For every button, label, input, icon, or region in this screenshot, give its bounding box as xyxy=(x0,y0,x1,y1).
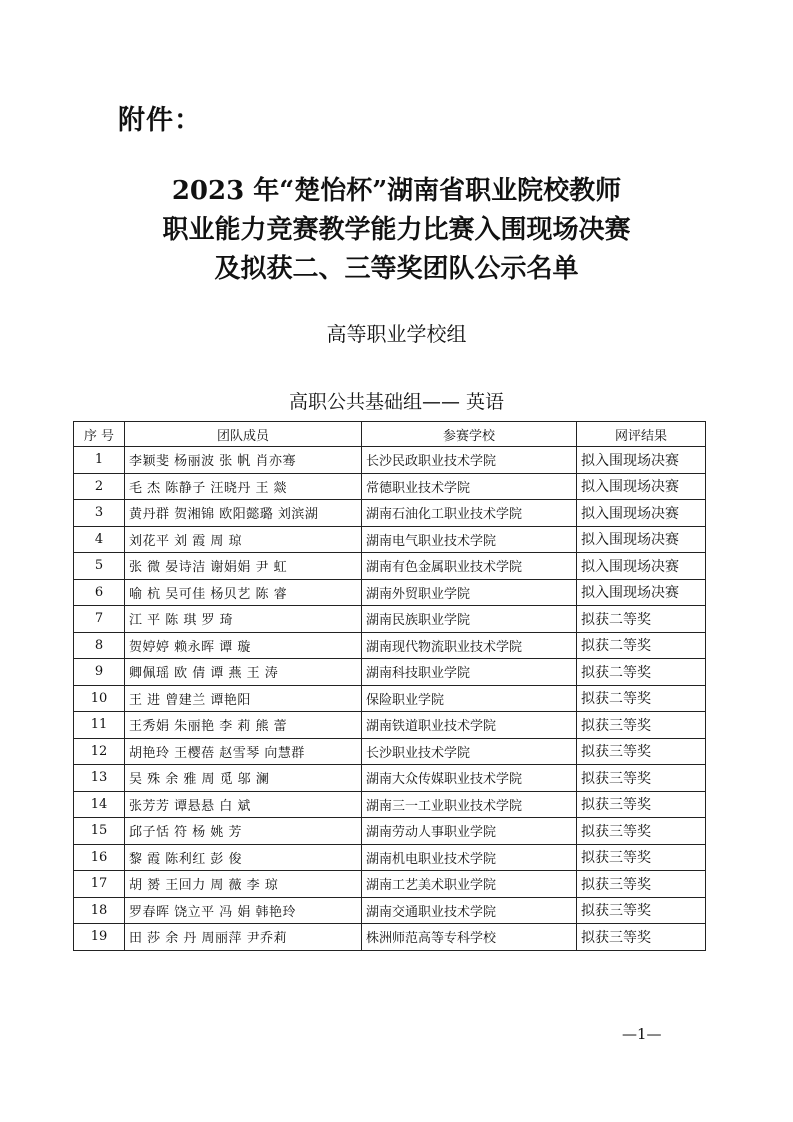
table-caption: 高职公共基础组—— 英语 xyxy=(288,391,505,413)
cell-number: 17 xyxy=(74,871,125,898)
cell-team-members: 黎 霞 陈利红 彭 俊 xyxy=(125,844,362,871)
table-row xyxy=(74,553,706,580)
cell-review-result: 拟入围现场决赛 xyxy=(577,579,706,606)
cell-team-members: 胡艳玲 王樱蓓 赵雪琴 向慧群 xyxy=(125,738,362,765)
table-row xyxy=(74,632,706,659)
cell-review-result: 拟获三等奖 xyxy=(577,897,706,924)
table-header-row xyxy=(74,422,706,447)
cell-review-result: 拟入围现场决赛 xyxy=(577,526,706,553)
table-row xyxy=(74,526,706,553)
cell-school: 长沙民政职业技术学院 xyxy=(362,447,577,474)
cell-review-result: 拟获二等奖 xyxy=(577,606,706,633)
cell-number: 2 xyxy=(74,473,125,500)
table-row xyxy=(74,924,706,951)
cell-number: 3 xyxy=(74,500,125,527)
cell-number: 9 xyxy=(74,659,125,686)
cell-review-result: 拟入围现场决赛 xyxy=(577,553,706,580)
cell-number: 12 xyxy=(74,738,125,765)
cell-team-members: 卿佩瑶 欧 倩 谭 燕 王 涛 xyxy=(125,659,362,686)
cell-number: 8 xyxy=(74,632,125,659)
table-row xyxy=(74,606,706,633)
cell-number: 4 xyxy=(74,526,125,553)
cell-school: 湖南劳动人事职业学院 xyxy=(362,818,577,845)
cell-review-result: 拟获三等奖 xyxy=(577,738,706,765)
table-row xyxy=(74,897,706,924)
cell-team-members: 刘花平 刘 霞 周 琼 xyxy=(125,526,362,553)
group-label: 高等职业学校组 xyxy=(326,322,467,346)
table-row xyxy=(74,765,706,792)
cell-team-members: 罗春晖 饶立平 冯 娟 韩艳玲 xyxy=(125,897,362,924)
cell-review-result: 拟入围现场决赛 xyxy=(577,473,706,500)
cell-team-members: 胡 赟 王回力 周 薇 李 琼 xyxy=(125,871,362,898)
cell-team-members: 吴 殊 余 雅 周 觅 邬 澜 xyxy=(125,765,362,792)
cell-team-members: 张芳芳 谭悬悬 白 斌 xyxy=(125,791,362,818)
cell-review-result: 拟获三等奖 xyxy=(577,791,706,818)
cell-school: 湖南外贸职业学院 xyxy=(362,579,577,606)
cell-team-members: 喻 杭 吴可佳 杨贝艺 陈 睿 xyxy=(125,579,362,606)
table-row xyxy=(74,500,706,527)
table-row xyxy=(74,818,706,845)
cell-school: 湖南民族职业学院 xyxy=(362,606,577,633)
cell-number: 10 xyxy=(74,685,125,712)
cell-school: 湖南科技职业学院 xyxy=(362,659,577,686)
cell-number: 5 xyxy=(74,553,125,580)
cell-review-result: 拟获三等奖 xyxy=(577,871,706,898)
cell-school: 常德职业技术学院 xyxy=(362,473,577,500)
page-number: —1— xyxy=(622,1025,662,1043)
table-row xyxy=(74,659,706,686)
cell-school: 湖南机电职业技术学院 xyxy=(362,844,577,871)
table-row xyxy=(74,738,706,765)
cell-school: 株洲师范高等专科学校 xyxy=(362,924,577,951)
cell-school: 湖南有色金属职业技术学院 xyxy=(362,553,577,580)
title-line-1: 2023 年“楚怡杯”湖南省职业院校教师 xyxy=(171,176,622,206)
cell-team-members: 贺婷婷 赖永晖 谭 璇 xyxy=(125,632,362,659)
cell-review-result: 拟获三等奖 xyxy=(577,844,706,871)
cell-team-members: 李颖斐 杨丽波 张 帆 肖亦骞 xyxy=(125,447,362,474)
cell-number: 11 xyxy=(74,712,125,739)
title-line-2: 职业能力竞赛教学能力比赛入围现场决赛 xyxy=(162,215,631,245)
cell-school: 湖南三一工业职业技术学院 xyxy=(362,791,577,818)
cell-review-result: 拟获三等奖 xyxy=(577,765,706,792)
cell-review-result: 拟入围现场决赛 xyxy=(577,447,706,474)
cell-school: 长沙职业技术学院 xyxy=(362,738,577,765)
cell-number: 14 xyxy=(74,791,125,818)
cell-number: 6 xyxy=(74,579,125,606)
cell-number: 15 xyxy=(74,818,125,845)
table-row xyxy=(74,447,706,474)
cell-team-members: 张 微 晏诗洁 谢娟娟 尹 虹 xyxy=(125,553,362,580)
attachment-label: 附件： xyxy=(118,105,202,136)
cell-review-result: 拟获二等奖 xyxy=(577,659,706,686)
cell-number: 18 xyxy=(74,897,125,924)
cell-team-members: 黄丹群 贺湘锦 欧阳懿璐 刘滨湖 xyxy=(125,500,362,527)
table-row xyxy=(74,791,706,818)
column-header-members: 团队成员 xyxy=(125,422,362,447)
column-header-school: 参赛学校 xyxy=(362,422,577,447)
cell-number: 7 xyxy=(74,606,125,633)
cell-school: 湖南现代物流职业技术学院 xyxy=(362,632,577,659)
cell-review-result: 拟获三等奖 xyxy=(577,818,706,845)
column-header-result: 网评结果 xyxy=(577,422,706,447)
cell-review-result: 拟获三等奖 xyxy=(577,924,706,951)
cell-school: 湖南铁道职业技术学院 xyxy=(362,712,577,739)
table-row xyxy=(74,712,706,739)
table-row xyxy=(74,685,706,712)
cell-team-members: 王 进 曾建兰 谭艳阳 xyxy=(125,685,362,712)
title-line-3: 及拟获二、三等奖团队公示名单 xyxy=(214,254,579,284)
cell-team-members: 田 莎 余 丹 周丽萍 尹乔莉 xyxy=(125,924,362,951)
document-title xyxy=(0,172,793,289)
table-row xyxy=(74,871,706,898)
cell-team-members: 王秀娟 朱丽艳 李 莉 熊 蕾 xyxy=(125,712,362,739)
cell-review-result: 拟入围现场决赛 xyxy=(577,500,706,527)
cell-school: 保险职业学院 xyxy=(362,685,577,712)
column-header-no: 序 号 xyxy=(74,422,125,447)
cell-team-members: 江 平 陈 琪 罗 琦 xyxy=(125,606,362,633)
cell-number: 16 xyxy=(74,844,125,871)
table-row xyxy=(74,844,706,871)
cell-number: 19 xyxy=(74,924,125,951)
cell-review-result: 拟获二等奖 xyxy=(577,685,706,712)
cell-number: 13 xyxy=(74,765,125,792)
team-roster-table xyxy=(73,421,706,951)
cell-number: 1 xyxy=(74,447,125,474)
cell-team-members: 毛 杰 陈静子 汪晓丹 王 燚 xyxy=(125,473,362,500)
cell-school: 湖南交通职业技术学院 xyxy=(362,897,577,924)
cell-review-result: 拟获二等奖 xyxy=(577,632,706,659)
cell-school: 湖南石油化工职业技术学院 xyxy=(362,500,577,527)
table-row xyxy=(74,579,706,606)
table-body xyxy=(74,447,706,951)
cell-team-members: 邱子恬 符 杨 姚 芳 xyxy=(125,818,362,845)
table-row xyxy=(74,473,706,500)
cell-review-result: 拟获三等奖 xyxy=(577,712,706,739)
cell-school: 湖南大众传媒职业技术学院 xyxy=(362,765,577,792)
cell-school: 湖南工艺美术职业学院 xyxy=(362,871,577,898)
cell-school: 湖南电气职业技术学院 xyxy=(362,526,577,553)
